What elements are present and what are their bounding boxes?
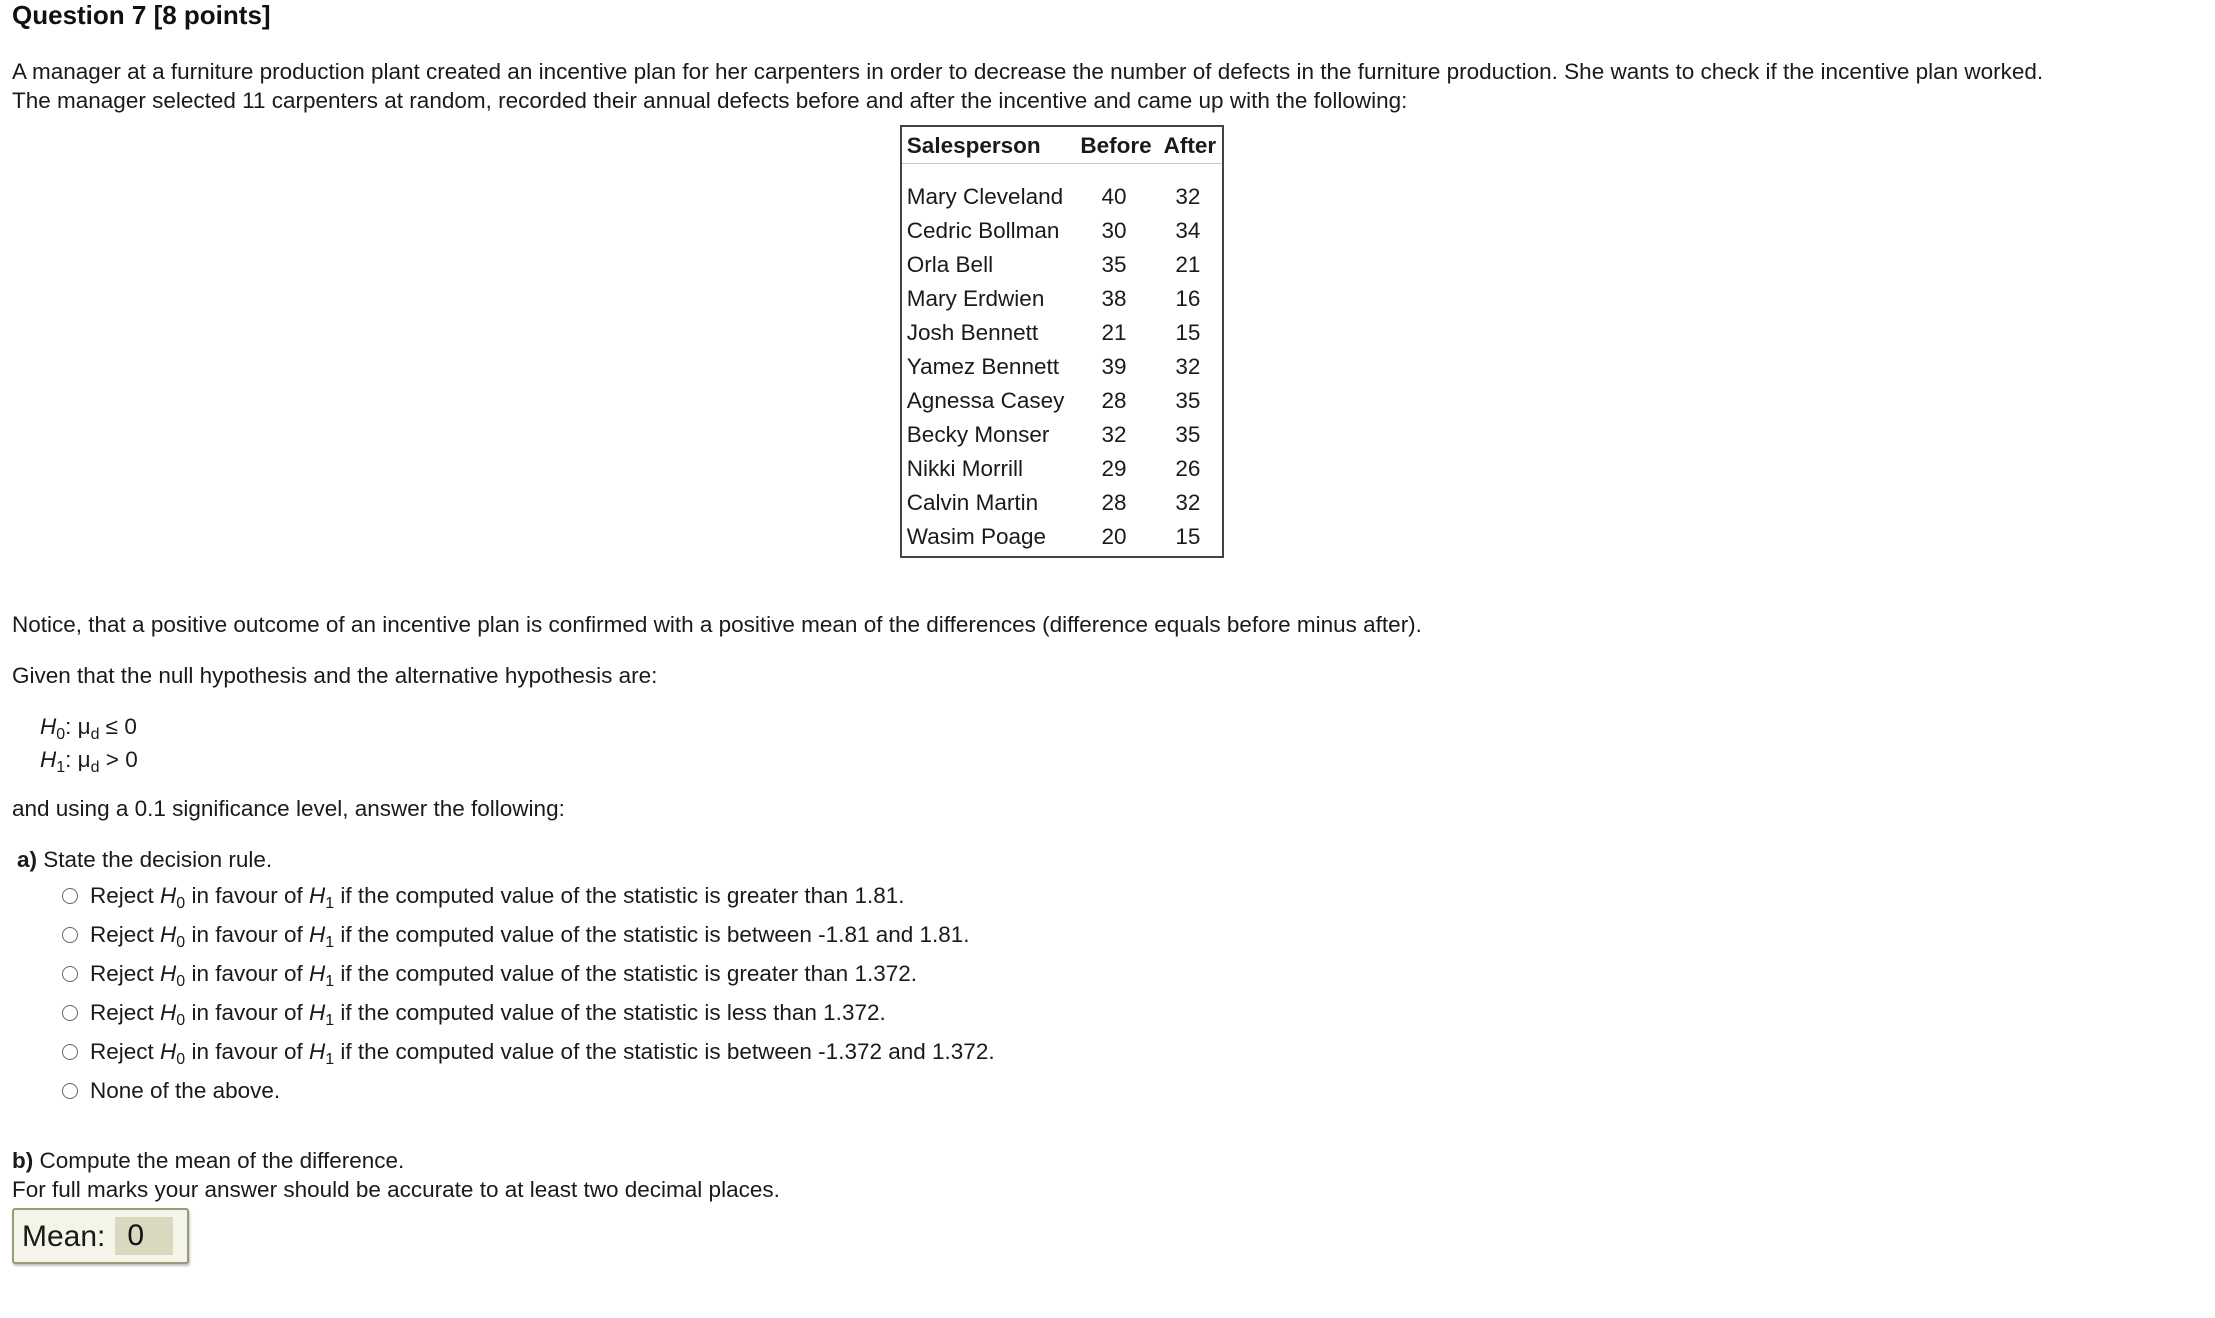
- row-before: 21: [1101, 320, 1127, 345]
- table-row: [902, 418, 1222, 452]
- table-row: [902, 350, 1222, 384]
- header-after: After: [1158, 127, 1223, 164]
- question-page: [12, 0, 2202, 1264]
- part-b: [12, 1146, 2202, 1264]
- intro-line-2: The manager selected 11 carpenters at random, recorded their annual defects before and after the incentive and came up with the following:: [12, 88, 1408, 113]
- defects-table: [900, 125, 1224, 558]
- table-row: [902, 248, 1222, 282]
- part-b-prompt: b) Compute the mean of the difference.: [12, 1148, 405, 1173]
- table-row: [902, 520, 1222, 556]
- table-row: [902, 282, 1222, 316]
- row-after: 34: [1175, 218, 1201, 243]
- row-after: 26: [1175, 456, 1201, 481]
- row-name: Mary Cleveland: [906, 184, 1064, 209]
- row-name: Agnessa Casey: [906, 388, 1065, 413]
- row-name: Wasim Poage: [906, 524, 1047, 549]
- header-salesperson: Salesperson: [902, 127, 1075, 164]
- row-before: 20: [1101, 524, 1127, 549]
- null-hypothesis: $H_0$: $\mu_d \le 0$: [40, 714, 137, 743]
- option-text: Reject $H_0$ in favour of $H_1$ if the computed value of the statistic is greater than 1.81.: [90, 883, 905, 912]
- row-after: 16: [1175, 286, 1201, 311]
- row-name: Cedric Bollman: [906, 218, 1060, 243]
- table-spacer: [902, 164, 1222, 180]
- radio-button[interactable]: [62, 927, 78, 943]
- row-after: 15: [1175, 320, 1201, 345]
- row-after: 32: [1175, 354, 1201, 379]
- row-before: 29: [1101, 456, 1127, 481]
- row-before: 28: [1101, 490, 1127, 515]
- row-after: 32: [1175, 490, 1201, 515]
- row-name: Nikki Morrill: [906, 456, 1024, 481]
- table-row: [902, 180, 1222, 214]
- radio-button[interactable]: [62, 966, 78, 982]
- option-text: Reject $H_0$ in favour of $H_1$ if the computed value of the statistic is less than 1.372.: [90, 1000, 886, 1029]
- row-name: Mary Erdwien: [906, 286, 1045, 311]
- row-name: Becky Monser: [906, 422, 1050, 447]
- row-before: 39: [1101, 354, 1127, 379]
- row-before: 40: [1101, 184, 1127, 209]
- table-wrapper: [12, 125, 2202, 558]
- hypotheses: [40, 710, 2202, 776]
- table-row: [902, 214, 1222, 248]
- row-before: 38: [1101, 286, 1127, 311]
- radio-button[interactable]: [62, 888, 78, 904]
- using-text: and using a 0.1 significance level, answer the following:: [12, 796, 565, 821]
- part-a-prompt: a) State the decision rule.: [17, 847, 273, 872]
- row-after: 32: [1175, 184, 1201, 209]
- mean-label: Mean:: [22, 1219, 106, 1253]
- option-text: Reject $H_0$ in favour of $H_1$ if the computed value of the statistic is greater than 1.372.: [90, 961, 918, 990]
- part-a: [17, 845, 2202, 1110]
- table-row: [902, 316, 1222, 350]
- row-before: 28: [1101, 388, 1127, 413]
- row-after: 21: [1175, 252, 1201, 277]
- row-after: 35: [1175, 422, 1201, 447]
- row-name: Yamez Bennett: [906, 354, 1059, 379]
- question-title: Question 7 [8 points]: [12, 0, 271, 30]
- decision-option[interactable]: [62, 954, 2202, 993]
- row-name: Calvin Martin: [906, 490, 1039, 515]
- decision-option[interactable]: [62, 876, 2202, 915]
- row-name: Orla Bell: [906, 252, 994, 277]
- decision-option[interactable]: [62, 1032, 2202, 1071]
- alternative-hypothesis: $H_1$: $\mu_d > 0$: [40, 747, 138, 776]
- header-before: Before: [1074, 127, 1157, 164]
- radio-button[interactable]: [62, 1005, 78, 1021]
- option-text: None of the above.: [90, 1078, 281, 1103]
- table-header-row: [902, 127, 1222, 164]
- row-after: 15: [1175, 524, 1201, 549]
- row-before: 35: [1101, 252, 1127, 277]
- given-text: Given that the null hypothesis and the alternative hypothesis are:: [12, 663, 658, 688]
- radio-button[interactable]: [62, 1044, 78, 1060]
- decision-option[interactable]: [62, 993, 2202, 1032]
- notice-text: Notice, that a positive outcome of an incentive plan is confirmed with a positive mean of the differences (difference equals before minus after).: [12, 612, 1422, 637]
- radio-button[interactable]: [62, 1083, 78, 1099]
- intro-line-1: A manager at a furniture production plant created an incentive plan for her carpenters in order to decrease the number of defects in the furniture production. She wants to check if the incentive plan worked.: [12, 59, 2044, 84]
- table-row: [902, 486, 1222, 520]
- mean-input[interactable]: [115, 1217, 173, 1255]
- row-name: Josh Bennett: [906, 320, 1039, 345]
- row-before: 30: [1101, 218, 1127, 243]
- decision-option[interactable]: [62, 915, 2202, 954]
- option-text: Reject $H_0$ in favour of $H_1$ if the computed value of the statistic is between -1.81 and 1.81.: [90, 922, 970, 951]
- table-row: [902, 452, 1222, 486]
- option-text: Reject $H_0$ in favour of $H_1$ if the computed value of the statistic is between -1.372 and 1.372.: [90, 1039, 995, 1068]
- row-before: 32: [1101, 422, 1127, 447]
- part-b-note: For full marks your answer should be accurate to at least two decimal places.: [12, 1177, 780, 1202]
- mean-answer-box: [12, 1208, 189, 1264]
- decision-rule-options: [62, 876, 2202, 1110]
- table-row: [902, 384, 1222, 418]
- decision-option-none[interactable]: [62, 1071, 2202, 1110]
- question-intro: [12, 57, 2202, 115]
- row-after: 35: [1175, 388, 1201, 413]
